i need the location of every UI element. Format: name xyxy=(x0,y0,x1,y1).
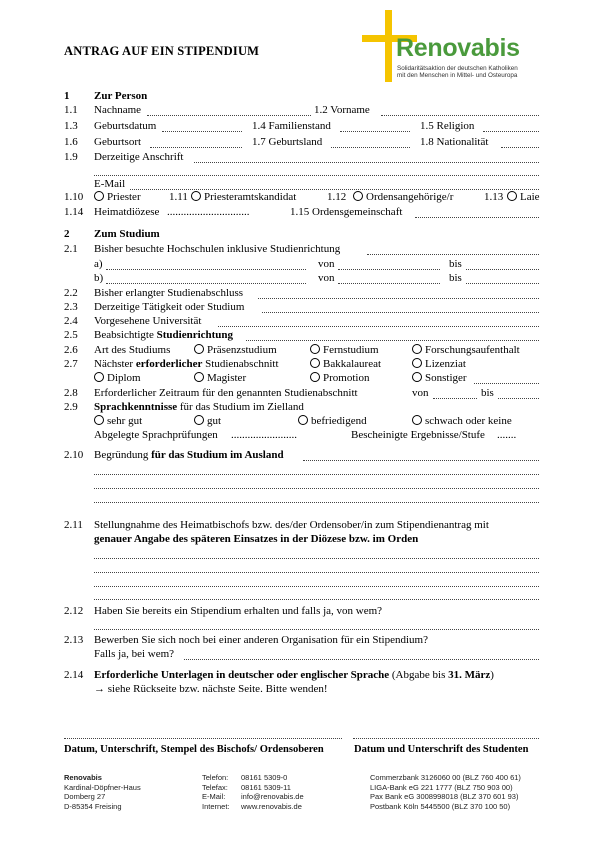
footer-line: Kardinal-Döpfner-Haus xyxy=(64,782,141,792)
footer-line: Telefax: xyxy=(202,782,228,792)
input-andere-organisation[interactable] xyxy=(184,659,539,660)
form-title: ANTRAG AUF EIN STIPENDIUM xyxy=(64,44,260,58)
footer-line: Domberg 27 xyxy=(64,792,106,801)
field-number: 2.1 xyxy=(64,243,78,255)
radio-bakkalaureat[interactable] xyxy=(310,358,381,370)
input-begruendung-4[interactable] xyxy=(94,502,539,503)
field-number: 2.8 xyxy=(64,387,78,399)
footer-fax: 08161 5309-11 xyxy=(241,782,291,792)
label-studienabschluss: Bisher erlangter Studienabschluss xyxy=(94,287,244,299)
section-1-number: 1 xyxy=(64,90,70,102)
label-universitaet: Vorgesehene Universität xyxy=(94,315,202,327)
field-number: 1.12 xyxy=(327,191,347,203)
footer-contact-values xyxy=(241,773,304,811)
input-sprachpruefungen[interactable]: ........................ xyxy=(231,429,297,441)
label-art-studium: Art des Studiums xyxy=(94,344,171,356)
radio-circle[interactable] xyxy=(298,415,308,425)
input-von-b[interactable] xyxy=(338,283,440,284)
label-zeitraum: Erforderlicher Zeitraum für den genannten Studienabschnitt xyxy=(94,387,358,399)
field-number: 2.5 xyxy=(64,329,78,341)
footer-email[interactable]: info@renovabis.de xyxy=(241,792,304,801)
radio-diplom[interactable] xyxy=(94,372,141,384)
field-number: 2.2 xyxy=(64,287,78,299)
field-number: 1.6 xyxy=(64,136,78,148)
radio-label: Promotion xyxy=(323,372,370,384)
input-stipendium-erhalten[interactable] xyxy=(94,629,539,630)
section-2-title: Zum Studium xyxy=(94,228,160,240)
radio-label: Magister xyxy=(207,372,247,384)
footer-bank xyxy=(370,773,521,811)
label-text: ) xyxy=(490,669,494,681)
input-begruendung-3[interactable] xyxy=(94,488,539,489)
radio-fernstudium[interactable] xyxy=(310,344,379,356)
radio-befriedigend[interactable] xyxy=(298,415,367,427)
label-anschrift: Derzeitige Anschrift xyxy=(94,151,184,163)
radio-sonstiger[interactable] xyxy=(412,372,467,384)
label-bis: bis xyxy=(449,258,462,270)
input-vorname[interactable] xyxy=(381,115,539,116)
field-number: 2.6 xyxy=(64,344,78,356)
input-email[interactable] xyxy=(130,189,539,190)
radio-magister[interactable] xyxy=(194,372,246,384)
label-text: für das Studium im Zielland xyxy=(177,401,304,413)
footer-line: E-Mail: xyxy=(202,792,226,801)
input-ergebnisse[interactable]: ....... xyxy=(497,429,517,441)
radio-forschungsaufenthalt[interactable] xyxy=(412,344,520,356)
label-ordensgemeinschaft: 1.15 Ordensgemeinschaft xyxy=(290,206,403,218)
footer-org: Renovabis xyxy=(64,773,102,782)
field-number: 1.1 xyxy=(64,104,78,116)
label-text: Begründung xyxy=(94,449,152,461)
input-von-a[interactable] xyxy=(338,269,440,270)
input-anschrift-1[interactable] xyxy=(194,162,539,163)
radio-circle[interactable] xyxy=(310,358,320,368)
signature-label-student: Datum und Unterschrift des Studenten xyxy=(354,744,529,755)
label-ergebnisse: Bescheinigte Ergebnisse/Stufe xyxy=(351,429,485,441)
input-zeitraum-von[interactable] xyxy=(433,398,477,399)
label-familienstand: 1.4 Familienstand xyxy=(252,120,331,132)
label-taetigkeit: Derzeitige Tätigkeit oder Studium xyxy=(94,301,245,313)
footer-line: Commerzbank 3126060 00 (BLZ 760 400 61) xyxy=(370,773,521,782)
input-stellungnahme-3[interactable] xyxy=(94,586,539,587)
field-number: 1.9 xyxy=(64,151,78,163)
signature-label-bischof: Datum, Unterschrift, Stempel des Bischofs/ Ordensoberen xyxy=(64,744,324,755)
radio-ordensangehoerige[interactable] xyxy=(353,191,453,203)
radio-label: Diplom xyxy=(107,372,141,384)
radio-circle[interactable] xyxy=(353,191,363,201)
radio-circle[interactable] xyxy=(412,344,422,354)
signature-line-bischof[interactable] xyxy=(64,738,342,739)
input-hochschulen[interactable] xyxy=(367,254,539,255)
radio-lizenziat[interactable] xyxy=(412,358,466,370)
radio-label: schwach oder keine xyxy=(425,415,512,427)
input-sonstiger[interactable] xyxy=(474,383,539,384)
footer-phone: 08161 5309-0 xyxy=(241,773,288,782)
label-geburtsdatum: Geburtsdatum xyxy=(94,120,157,132)
radio-circle[interactable] xyxy=(191,191,201,201)
input-geburtsdatum[interactable] xyxy=(162,131,242,132)
signature-line-student[interactable] xyxy=(353,738,539,739)
input-studienabschluss[interactable] xyxy=(258,298,539,299)
radio-sehr-gut[interactable] xyxy=(94,415,142,427)
radio-circle[interactable] xyxy=(310,344,320,354)
field-number: 2.13 xyxy=(64,634,84,646)
label-begruendung xyxy=(94,449,284,461)
radio-circle[interactable] xyxy=(94,191,104,201)
field-number: 1.10 xyxy=(64,191,84,203)
label-text: Beabsichtigte xyxy=(94,329,157,341)
input-hochschule-b[interactable] xyxy=(106,283,306,284)
radio-priester[interactable] xyxy=(94,191,141,203)
input-stellungnahme-2[interactable] xyxy=(94,572,539,573)
field-number: 2.7 xyxy=(64,358,78,370)
radio-label: Ordensangehörige/r xyxy=(366,191,454,203)
label-text: Nächster xyxy=(94,358,136,370)
input-hochschule-a[interactable] xyxy=(106,269,306,270)
footer-line: Pax Bank eG 3008998018 (BLZ 370 601 93) xyxy=(370,792,519,801)
footer-line: Internet: xyxy=(202,801,230,811)
label-nationalitaet: 1.8 Nationalität xyxy=(420,136,489,148)
label-religion: 1.5 Religion xyxy=(420,120,475,132)
section-1-title: Zur Person xyxy=(94,90,148,102)
radio-gut[interactable] xyxy=(194,415,221,427)
radio-circle[interactable] xyxy=(94,415,104,425)
field-number: 2.14 xyxy=(64,669,84,681)
label-bold: erforderlicher xyxy=(135,358,203,370)
label-bis: bis xyxy=(449,272,462,284)
input-stellungnahme-4[interactable] xyxy=(94,599,539,600)
label-stellungnahme-2: genauer Angabe des späteren Einsatzes in der Diözese bzw. im Orden xyxy=(94,533,419,545)
field-number: 1.11 xyxy=(169,191,188,203)
logo-subtitle-1: Solidaritätsaktion der deutschen Katholiken xyxy=(397,65,518,72)
input-universitaet[interactable] xyxy=(218,326,539,327)
field-number: 1.14 xyxy=(64,206,84,218)
footer-line: LIGA-Bank eG 221 1777 (BLZ 750 903 00) xyxy=(370,782,513,792)
label-unterlagen xyxy=(94,669,494,681)
input-geburtsort[interactable] xyxy=(150,147,242,148)
label-geburtsort: Geburtsort xyxy=(94,136,142,148)
label-bitte-wenden: → siehe Rückseite bzw. nächste Seite. Bitte wenden! xyxy=(94,683,328,695)
label-stipendium-erhalten: Haben Sie bereits ein Stipendium erhalten und falls ja, von wem? xyxy=(94,605,383,617)
radio-circle[interactable] xyxy=(194,344,204,354)
radio-circle[interactable] xyxy=(412,415,422,425)
input-studienrichtung[interactable] xyxy=(246,340,539,341)
footer-line: D-85354 Freising xyxy=(64,801,122,811)
label-andere-organisation: Bewerben Sie sich noch bei einer anderen Organisation für ein Stipendium? xyxy=(94,634,428,646)
section-2-number: 2 xyxy=(64,228,70,240)
radio-label: gut xyxy=(207,415,222,427)
label-text: Studienabschnitt xyxy=(202,358,279,370)
field-number: 2.9 xyxy=(64,401,78,413)
footer-address xyxy=(64,773,141,811)
label-text: (Abgabe bis xyxy=(389,669,449,681)
input-bis-b[interactable] xyxy=(466,283,539,284)
footer-line: Postbank Köln 5445500 (BLZ 370 100 50) xyxy=(370,801,511,811)
radio-praesenzstudium[interactable] xyxy=(194,344,277,356)
label-a: a) xyxy=(94,258,103,270)
radio-circle[interactable] xyxy=(412,358,422,368)
field-number: 2.4 xyxy=(64,315,78,327)
input-nachname[interactable] xyxy=(147,115,311,116)
label-geburtsland: 1.7 Geburtsland xyxy=(252,136,323,148)
label-studienabschnitt xyxy=(94,358,279,370)
label-sprachpruefungen: Abgelegte Sprachprüfungen xyxy=(94,429,218,441)
input-bis-a[interactable] xyxy=(466,269,539,270)
label-b: b) xyxy=(94,272,104,284)
input-begruendung-2[interactable] xyxy=(94,474,539,475)
label-von: von xyxy=(318,272,335,284)
radio-label: Forschungsaufenthalt xyxy=(425,344,520,356)
label-vorname: 1.2 Vorname xyxy=(314,104,370,116)
logo-subtitle-2: mit den Menschen in Mittel- und Osteuropa xyxy=(397,72,518,79)
label-falls-ja: Falls ja, bei wem? xyxy=(94,648,175,660)
label-studienrichtung xyxy=(94,329,233,341)
footer-contact-labels xyxy=(202,773,230,811)
radio-circle[interactable] xyxy=(94,372,104,382)
label-bold: Studienrichtung xyxy=(156,329,234,341)
logo-name: Renovabis xyxy=(396,34,520,62)
footer-line: Telefon: xyxy=(202,773,229,782)
input-heimatdioezese[interactable]: .............................. xyxy=(167,206,250,218)
radio-label: Lizenziat xyxy=(425,358,466,370)
radio-circle[interactable] xyxy=(412,372,422,382)
input-taetigkeit[interactable] xyxy=(262,312,539,313)
input-begruendung-1[interactable] xyxy=(303,460,539,461)
deadline-date: 31. März xyxy=(448,669,491,681)
label-bold: Sprachkenntnisse xyxy=(94,401,178,413)
label-bold: für das Studium im Ausland xyxy=(151,449,284,461)
radio-label: Bakkalaureat xyxy=(323,358,382,370)
radio-label: Fernstudium xyxy=(323,344,379,356)
radio-schwach[interactable] xyxy=(412,415,512,427)
radio-laie[interactable] xyxy=(507,191,540,203)
radio-priesteramtskandidat[interactable] xyxy=(191,191,296,203)
input-nationalitaet[interactable] xyxy=(501,147,539,148)
input-anschrift-2[interactable] xyxy=(94,175,539,176)
label-email: E-Mail xyxy=(94,178,126,190)
input-zeitraum-bis[interactable] xyxy=(498,398,539,399)
radio-circle[interactable] xyxy=(507,191,517,201)
radio-label: sehr gut xyxy=(107,415,143,427)
radio-label: befriedigend xyxy=(311,415,367,427)
field-number: 1.13 xyxy=(484,191,504,203)
field-number: 2.11 xyxy=(64,519,83,531)
field-number: 2.3 xyxy=(64,301,78,313)
radio-label: Priester xyxy=(107,191,141,203)
footer-website[interactable]: www.renovabis.de xyxy=(241,801,302,811)
label-nachname: Nachname xyxy=(94,104,142,116)
input-geburtsland[interactable] xyxy=(331,147,410,148)
field-number: 2.10 xyxy=(64,449,84,461)
input-stellungnahme-1[interactable] xyxy=(94,558,539,559)
input-familienstand[interactable] xyxy=(340,131,410,132)
logo-cross-vertical xyxy=(385,10,392,82)
input-ordensgemeinschaft[interactable] xyxy=(415,217,539,218)
radio-label: Sonstiger xyxy=(425,372,467,384)
radio-circle[interactable] xyxy=(310,372,320,382)
radio-label: Priesteramtskandidat xyxy=(204,191,297,203)
label-von: von xyxy=(412,387,429,399)
field-number: 1.3 xyxy=(64,120,78,132)
label-heimatdioezese: Heimatdiözese xyxy=(94,206,160,218)
label-sprachkenntnisse xyxy=(94,401,304,413)
radio-circle[interactable] xyxy=(194,415,204,425)
radio-promotion[interactable] xyxy=(310,372,369,384)
label-bold: Erforderliche Unterlagen in deutscher oder englischer Sprache xyxy=(94,669,390,681)
radio-circle[interactable] xyxy=(194,372,204,382)
radio-label: Präsenzstudium xyxy=(207,344,277,356)
label-bis: bis xyxy=(481,387,494,399)
label-von: von xyxy=(318,258,335,270)
label-hochschulen: Bisher besuchte Hochschulen inklusive Studienrichtung xyxy=(94,243,341,255)
label-stellungnahme-1: Stellungnahme des Heimatbischofs bzw. des/der Ordensober/in zum Stipendienantrag mit xyxy=(94,519,489,531)
radio-label: Laie xyxy=(520,191,540,203)
field-number: 2.12 xyxy=(64,605,84,617)
input-religion[interactable] xyxy=(483,131,539,132)
